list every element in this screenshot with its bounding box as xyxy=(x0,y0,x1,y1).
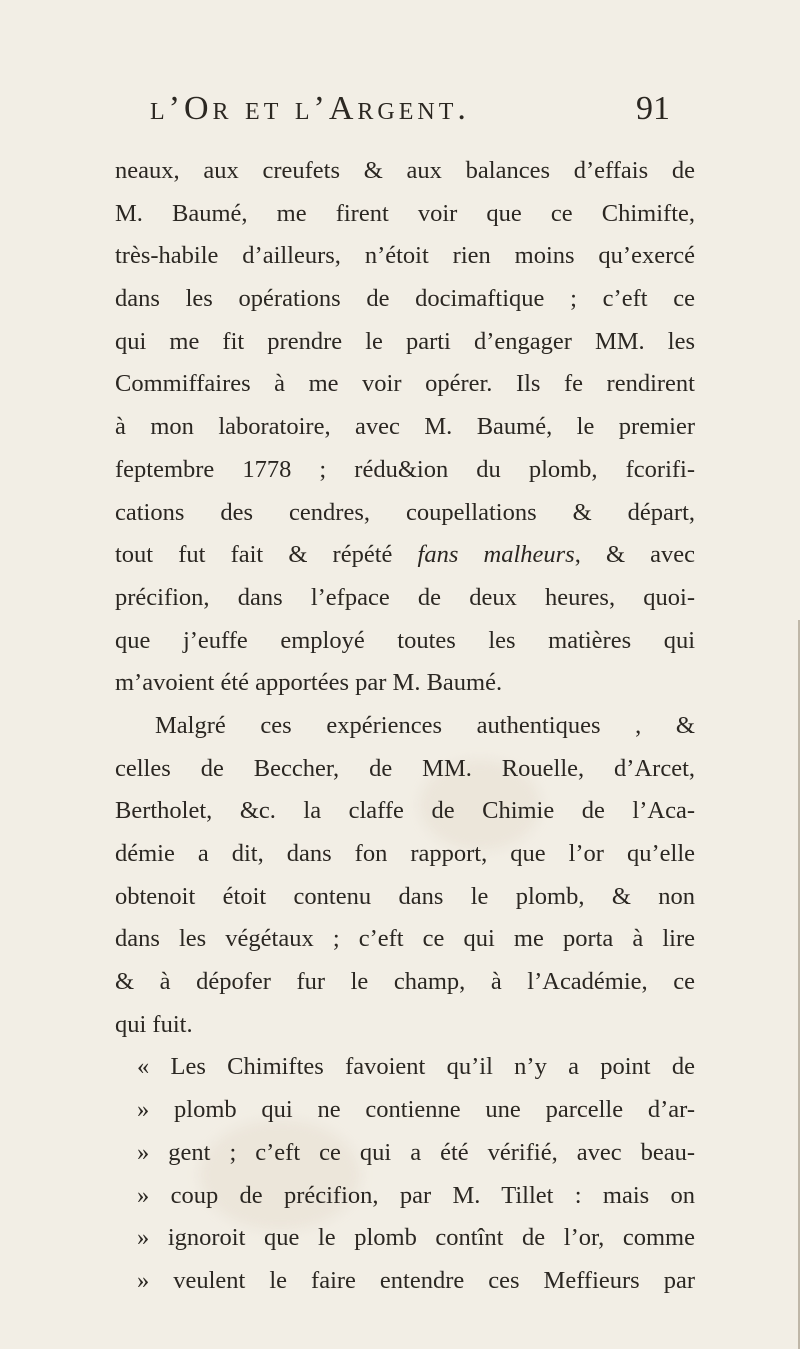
quote-line: » veulent le faire entendre ces Meffieurs par xyxy=(137,1266,695,1294)
text-line: qui me fit prendre le parti d’engager MM. les xyxy=(115,327,695,355)
page-number: 91 xyxy=(636,90,670,127)
text-line: neaux, aux creufets & aux balances d’effais de xyxy=(115,157,695,184)
text-line: qui fuit. xyxy=(115,1010,193,1038)
quote-line: » ignoroit que le plomb contînt de l’or, comme xyxy=(137,1224,695,1252)
text-line: très-habile d’ailleurs, n’étoit rien moins qu’exercé xyxy=(115,242,695,270)
quote-line: » plomb qui ne contienne une parcelle d’ar- xyxy=(137,1096,695,1124)
text-line: Commiffaires à me voir opérer. Ils fe rendirent xyxy=(115,370,695,398)
text-line: Bertholet, &c. la claffe de Chimie de l’Aca- xyxy=(115,797,695,825)
quote-line: « Les Chimiftes favoient qu’il n’y a point de xyxy=(137,1053,695,1081)
running-header xyxy=(150,90,670,140)
text-line: précifion, dans l’efpace de deux heures, quoi- xyxy=(115,583,695,611)
text-line: cations des cendres, coupellations & départ, xyxy=(115,498,695,526)
text-segment: tout fut fait & répété xyxy=(115,541,393,569)
text-segment: , & avec xyxy=(574,541,696,569)
running-title: l’Or et l’Argent. xyxy=(150,90,470,127)
text-line: feptembre 1778 ; rédu&ion du plomb, fcorifi- xyxy=(115,455,695,483)
italic-phrase: fans malheurs xyxy=(417,541,575,569)
quote-line: » coup de précifion, par M. Tillet : mais on xyxy=(137,1181,695,1209)
text-line: celles de Beccher, de MM. Rouelle, d’Arcet, xyxy=(115,754,695,782)
text-line: & à dépofer fur le champ, à l’Académie, ce xyxy=(115,968,695,996)
text-line xyxy=(115,534,695,577)
text-line: Malgré ces expériences authentiques , & xyxy=(155,711,695,739)
quote-line: » gent ; c’eft ce qui a été vérifié, avec beau- xyxy=(137,1138,695,1166)
text-line: à mon laboratoire, avec M. Baumé, le premier xyxy=(115,413,695,441)
text-line: obtenoit étoit contenu dans le plomb, & non xyxy=(115,882,695,910)
text-line: que j’euffe employé toutes les matières qui xyxy=(115,626,695,654)
text-line: M. Baumé, me firent voir que ce Chimifte, xyxy=(115,199,695,227)
text-line: dans les végétaux ; c’eft ce qui me porta à lire xyxy=(115,925,695,953)
body-text xyxy=(115,150,695,1303)
text-line: dans les opérations de docimaftique ; c’eft ce xyxy=(115,285,695,313)
text-line: démie a dit, dans fon rapport, que l’or qu’elle xyxy=(115,840,695,867)
text-line: m’avoient été apportées par M. Baumé. xyxy=(115,669,503,697)
